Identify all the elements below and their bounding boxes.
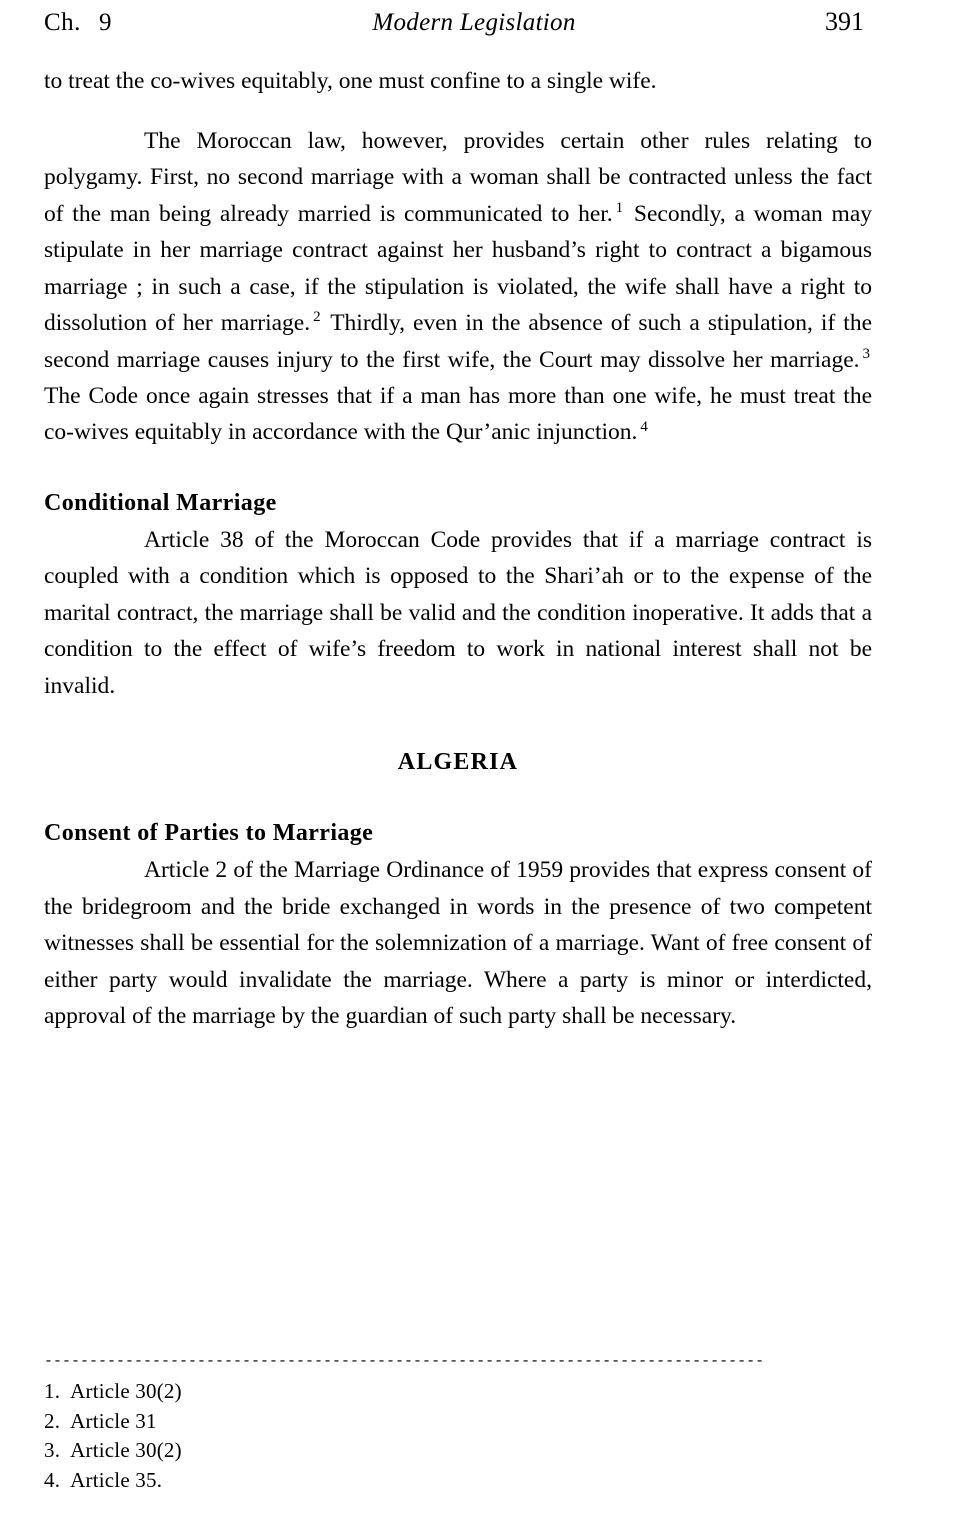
footnote-text: Article 35. bbox=[70, 1468, 163, 1493]
paragraph-continued: to treat the co-wives equitably, one must confine to a single wife. bbox=[44, 67, 657, 94]
footnote-item bbox=[44, 1407, 872, 1437]
footnote-text: Article 30(2) bbox=[70, 1378, 182, 1403]
footnote-marker-2[interactable]: 2 bbox=[313, 309, 321, 326]
footnote-item bbox=[44, 1466, 872, 1496]
running-head bbox=[44, 0, 872, 37]
footnote-marker-3[interactable]: 3 bbox=[862, 345, 870, 362]
heading-algeria: ALGERIA bbox=[397, 749, 519, 776]
paragraph-morocco-polygamy bbox=[44, 123, 872, 451]
page-number: 391 bbox=[825, 7, 864, 36]
heading-conditional-marriage: Conditional Marriage bbox=[44, 489, 277, 516]
footnote-marker-4[interactable]: 4 bbox=[640, 418, 648, 435]
footnote-text: Article 31 bbox=[70, 1408, 157, 1433]
footnote-area bbox=[44, 1353, 872, 1496]
footnote-number: 2. bbox=[44, 1408, 61, 1433]
para-morocco-part-1: The Moroccan law, however, provides certain other rules relating to polygamy. First, no second marriage with a woman shall be contracted unless the fact of the man being already married is communicated to her. bbox=[44, 128, 872, 227]
footnote-item bbox=[44, 1436, 872, 1466]
footnote-separator-rule: -------------------------------------------------------------------------------- bbox=[44, 1352, 765, 1369]
footnote-number: 4. bbox=[44, 1468, 61, 1493]
chapter-label: Ch. bbox=[44, 9, 81, 36]
footnote-number: 3. bbox=[44, 1438, 61, 1463]
para-morocco-part-2: Secondly, a woman may stipulate in her marriage contract against her husband’s right to contract a bigamous marriage ; in such a case, if the stipulation is violated, the wife shall have a right to dissolution of her marriage. bbox=[44, 200, 873, 337]
para-morocco-part-4: The Code once again stresses that if a man has more than one wife, he must treat the co-wives equitably in accordance with the Qur’anic injunction. bbox=[44, 382, 872, 446]
chapter-indicator bbox=[44, 9, 234, 37]
footnote-marker-1[interactable]: 1 bbox=[615, 200, 624, 217]
chapter-number: 9 bbox=[98, 9, 112, 36]
footnote-item bbox=[44, 1377, 872, 1407]
para-morocco-part-3: Thirdly, even in the absence of such a stipulation, if the second marriage causes injury to the first wife, the Court may dissolve her marriage. bbox=[44, 310, 872, 373]
footnote-number: 1. bbox=[44, 1378, 61, 1403]
paragraph-conditional-marriage: Article 38 of the Moroccan Code provides that if a marriage contract is coupled with a condition which is opposed to the Shari’ah or to the expense of the marital contract, the marriage shall be valid and the condition inoperative. It adds that a condition to the effect of wife’s freedom to work in national interest shall not be invalid. bbox=[44, 527, 872, 699]
footnote-text: Article 30(2) bbox=[70, 1438, 182, 1463]
paragraph-algeria-consent: Article 2 of the Marriage Ordinance of 1959 provides that express consent of the bridegroom and the bride exchanged in words in the presence of two competent witnesses shall be essential for the solemnization of a marriage. Want of free consent of either party would invalidate the marriage. Where a party is minor or interdicted, approval of the marriage by the guardian of such party shall be necessary. bbox=[44, 857, 872, 1030]
running-title: Modern Legislation bbox=[372, 9, 576, 36]
heading-consent-of-parties: Consent of Parties to Marriage bbox=[44, 820, 374, 847]
body-text bbox=[44, 63, 872, 1035]
